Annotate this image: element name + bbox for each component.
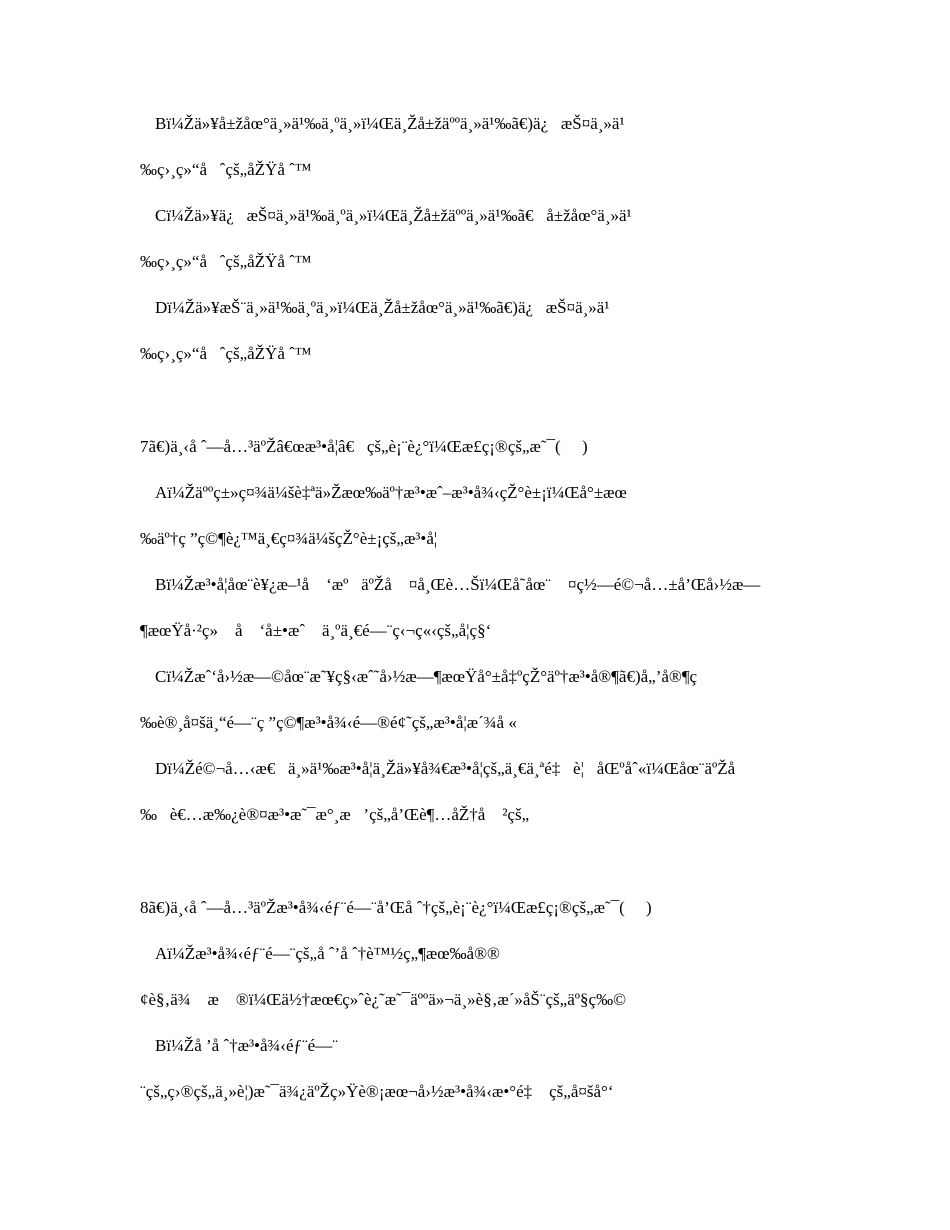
q7-option-d-line-1: Dï¼Žé©¬å…‹æ€ ä¸»ä¹‰æ³•å¦ä¸Žä»¥å¾€æ³•å¦çš„ä¸€ä¸ªé‡ è¦ åŒºåˆ«ï¼Œåœ¨äºŽå (155, 759, 736, 778)
option-d-line-2: ‰ç›¸ç»“å ˆçš„åŽŸå ˆ™ (140, 344, 312, 363)
q7-option-c-line-1: Cï¼Žæˆ‘å›½æ—©åœ¨æ˜¥ç§‹æˆ˜å›½æ—¶æœŸå°±å‡ºçŽ°äº†æ³•å®¶ã€)å„’å®¶ç (155, 667, 698, 686)
option-b-line-2: ‰ç›¸ç»“å ˆçš„åŽŸå ˆ™ (140, 160, 312, 179)
q8-option-a-line-1: Aï¼Žæ³•å¾‹éƒ¨é—¨çš„å ˆ’å ˆ†è™½ç„¶æœ‰å®® (155, 944, 500, 963)
q7-option-d-line-2: ‰ è€…æ‰¿è®¤æ³•æ˜¯æ°¸æ ’çš„å’Œè¶…åŽ†å ²çš„ (140, 805, 530, 824)
q8-option-b-line-2: ¨çš„ç›®çš„ä¸»è¦)æ˜¯ä¾¿äºŽç»Ÿè®¡æœ¬å›½æ³•å¾‹æ•°é‡ çš„å¤šå°‘ (140, 1082, 614, 1101)
q7-option-c-line-2: ‰è®¸å¤šä¸“é—¨ç ”ç©¶æ³•å¾‹é—®é¢˜çš„æ³•å¦æ´¾å « (140, 713, 517, 732)
q7-option-a-line-2: ‰äº†ç ”ç©¶è¿™ä¸€ç¤¾ä¼šçŽ°è±¡çš„æ³•å¦ (140, 529, 438, 548)
question-8-stem: 8ã€)ä¸‹å ˆ—å…³äºŽæ³•å¾‹éƒ¨é—¨å’Œå ˆ†çš„è¡¨è¿°ï¼Œæ£ç¡®çš„æ˜¯( ) (140, 898, 652, 917)
option-b-line-1: Bï¼Žä»¥å±žåœ°ä¸»ä¹‰ä¸ºä¸»ï¼Œä¸Žå±žäººä¸»ä¹‰ã€)ä¿ æŠ¤ä¸»ä¹ (155, 114, 625, 133)
q7-option-a-line-1: Aï¼Žäººç±»ç¤¾ä¼šè‡ªä»Žæœ‰äº†æ³•æˆ–æ³•å¾‹çŽ°è±¡ï¼Œå°±æœ (155, 483, 627, 502)
q8-option-a-line-2: ¢è§‚ä¾ æ ®ï¼Œä½†æœ€ç»ˆè¿˜æ˜¯äººä»¬ä¸»è§‚æ´»åŠ¨çš„äº§ç‰© (140, 990, 626, 1009)
q7-option-b-line-2: ¶æœŸå·²ç» å ‘å±•æˆ ä¸ºä¸€é—¨ç‹¬ç«‹çš„å¦ç§‘ (140, 621, 492, 640)
question-7-stem: 7ã€)ä¸‹å ˆ—å…³äºŽâ€œæ³•å¦â€ çš„è¡¨è¿°ï¼Œæ£ç¡®çš„æ˜¯( ) (140, 437, 588, 456)
option-d-line-1: Dï¼Žä»¥æŠ¨ä¸»ä¹‰ä¸ºä¸»ï¼Œä¸Žå±žåœ°ä¸»ä¹‰ã€)ä¿ æŠ¤ä¸»ä¹ (155, 298, 610, 317)
q8-option-b-line-1: Bï¼Žå ’å ˆ†æ³•å¾‹éƒ¨é—¨ (155, 1036, 338, 1055)
option-c-line-2: ‰ç›¸ç»“å ˆçš„åŽŸå ˆ™ (140, 252, 312, 271)
option-c-line-1: Cï¼Žä»¥ä¿ æŠ¤ä¸»ä¹‰ä¸ºä¸»ï¼Œä¸Žå±žäººä¸»ä¹‰ã€ å±žåœ°ä¸»ä¹ (155, 206, 632, 225)
q7-option-b-line-1: Bï¼Žæ³•å¦åœ¨è¥¿æ–¹å ‘æº äºŽå ¤å¸Œè…Šï¼Œå˜åœ¨ ¤ç½—é©¬å…±å’Œå›½æ— (155, 575, 761, 594)
